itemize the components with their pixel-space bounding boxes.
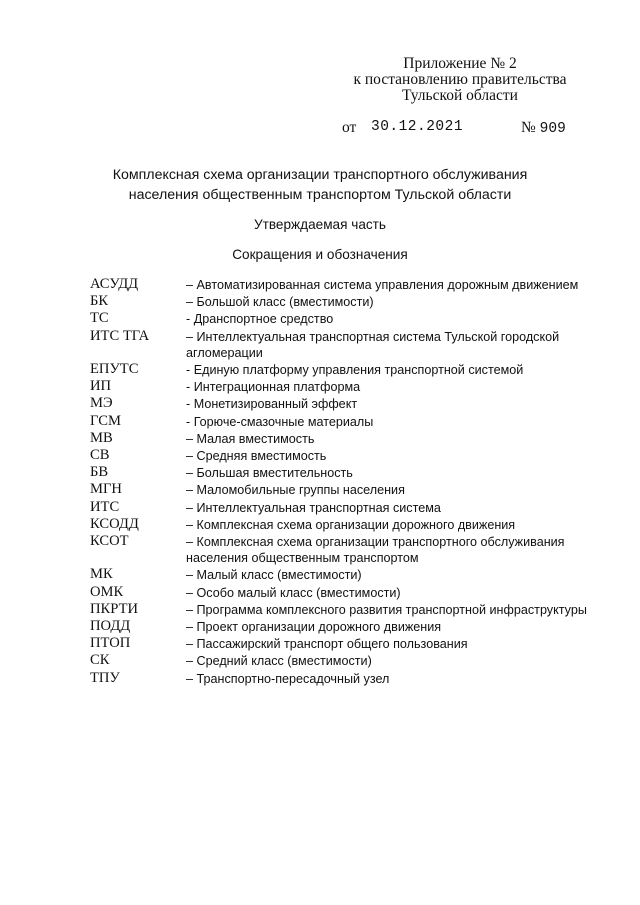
- abbreviation-code: ПОДД: [90, 618, 131, 635]
- abbreviation-row: [90, 413, 590, 430]
- abbreviation-code: ИП: [90, 378, 112, 395]
- abbreviation-code: АСУДД: [90, 276, 139, 292]
- abbreviation-row: [90, 328, 590, 361]
- title-line: Комплексная схема организации транспортного обслуживания: [112, 167, 528, 183]
- abbreviation-code: СВ: [90, 447, 110, 464]
- number-value: 909: [539, 121, 566, 137]
- abbreviation-code: МЭ: [90, 395, 113, 412]
- abbreviation-code: МВ: [90, 429, 113, 446]
- abbreviation-definition: – Проект организации дорожного движения: [186, 620, 442, 635]
- abbreviation-definition: – Средняя вместимость: [186, 449, 327, 464]
- abbreviation-code: ПТОП: [90, 635, 131, 652]
- appendix-header: [300, 56, 620, 104]
- abbreviation-code: БК: [90, 293, 109, 310]
- abbreviation-definition: – Малая вместимость: [186, 431, 315, 446]
- abbreviation-row: [90, 361, 590, 378]
- abbreviation-definition: – Большая вместительность: [186, 466, 353, 481]
- abbreviation-definition: – Комплексная схема организации транспортного обслуживания населения общественным транспортом: [186, 535, 565, 566]
- abbreviation-definition: - Монетизированный эффект: [186, 397, 358, 412]
- abbreviation-code: ГСМ: [90, 412, 121, 429]
- abbreviation-code: ИТС ТГА: [90, 327, 150, 344]
- abbreviations-list: [90, 276, 590, 687]
- abbreviation-row: [90, 652, 590, 669]
- abbreviation-definition: – Большой класс (вместимости): [186, 295, 374, 310]
- document-title: [80, 165, 560, 205]
- abbreviation-code: ТС: [90, 310, 109, 327]
- section-heading: Сокращения и обозначения: [232, 247, 408, 262]
- title-line: населения общественным транспортом Тульской области: [128, 187, 512, 203]
- abbreviation-row: [90, 481, 590, 498]
- abbreviation-row: [90, 618, 590, 635]
- abbreviation-definition: – Малый класс (вместимости): [186, 568, 362, 583]
- abbreviation-definition: – Интеллектуальная транспортная система: [186, 500, 441, 515]
- abbreviation-row: [90, 670, 590, 687]
- resolution-date: 30.12.2021: [371, 119, 464, 135]
- abbreviation-definition: - Интеграционная платформа: [186, 380, 361, 395]
- abbreviations-table: [90, 276, 590, 687]
- abbreviation-row: [90, 584, 590, 601]
- abbreviation-row: [90, 533, 590, 566]
- resolution-date-number: [0, 119, 640, 139]
- abbreviation-definition: - Дранспортное средство: [186, 312, 334, 327]
- abbreviation-definition: – Средний класс (вместимости): [186, 654, 372, 669]
- abbreviation-definition: – Автоматизированная система управления дорожным движением: [186, 278, 579, 292]
- abbreviation-code: ИТС: [90, 498, 120, 515]
- abbreviation-code: ОМК: [90, 583, 124, 600]
- abbreviation-row: [90, 395, 590, 412]
- abbreviation-row: [90, 430, 590, 447]
- abbreviation-definition: – Транспортно-пересадочный узел: [186, 671, 390, 686]
- appendix-reference: к постановлению правительства: [353, 71, 567, 88]
- abbreviation-code: ТПУ: [90, 669, 120, 686]
- abbreviation-code: МК: [90, 566, 113, 583]
- abbreviation-definition: – Комплексная схема организации дорожного движения: [186, 517, 516, 532]
- document-subtitle: Утверждаемая часть: [254, 217, 386, 232]
- abbreviation-row: [90, 293, 590, 310]
- abbreviation-row: [90, 635, 590, 652]
- date-prefix: от: [342, 119, 357, 136]
- abbreviation-row: [90, 447, 590, 464]
- abbreviation-row: [90, 378, 590, 395]
- abbreviation-row: [90, 276, 590, 293]
- abbreviation-row: [90, 516, 590, 533]
- abbreviation-definition: - Единую платформу управления транспортной системой: [186, 363, 524, 378]
- abbreviation-row: [90, 464, 590, 481]
- abbreviation-code: БВ: [90, 464, 109, 481]
- abbreviation-definition: – Пассажирский транспорт общего пользования: [186, 637, 468, 652]
- resolution-number: [521, 119, 566, 137]
- abbreviation-definition: - Горюче-смазочные материалы: [186, 414, 374, 429]
- number-sign: №: [521, 119, 536, 136]
- abbreviation-code: МГН: [90, 481, 122, 498]
- abbreviation-code: КСОТ: [90, 533, 129, 550]
- abbreviation-definition: – Интеллектуальная транспортная система Тульской городской агломерации: [186, 329, 560, 360]
- abbreviation-row: [90, 499, 590, 516]
- abbreviation-code: ПКРТИ: [90, 600, 139, 617]
- abbreviation-code: СК: [90, 652, 110, 669]
- abbreviation-code: КСОДД: [90, 515, 139, 532]
- appendix-title: Приложение № 2: [403, 55, 517, 72]
- abbreviation-row: [90, 566, 590, 583]
- abbreviation-definition: – Маломобильные группы населения: [186, 483, 405, 498]
- abbreviation-definition: – Особо малый класс (вместимости): [186, 585, 401, 600]
- appendix-region: Тульской области: [402, 87, 518, 104]
- abbreviation-row: [90, 310, 590, 327]
- abbreviation-code: ЕПУТС: [90, 361, 139, 378]
- abbreviation-row: [90, 601, 590, 618]
- abbreviation-definition: – Программа комплексного развития транспортной инфраструктуры: [186, 602, 587, 617]
